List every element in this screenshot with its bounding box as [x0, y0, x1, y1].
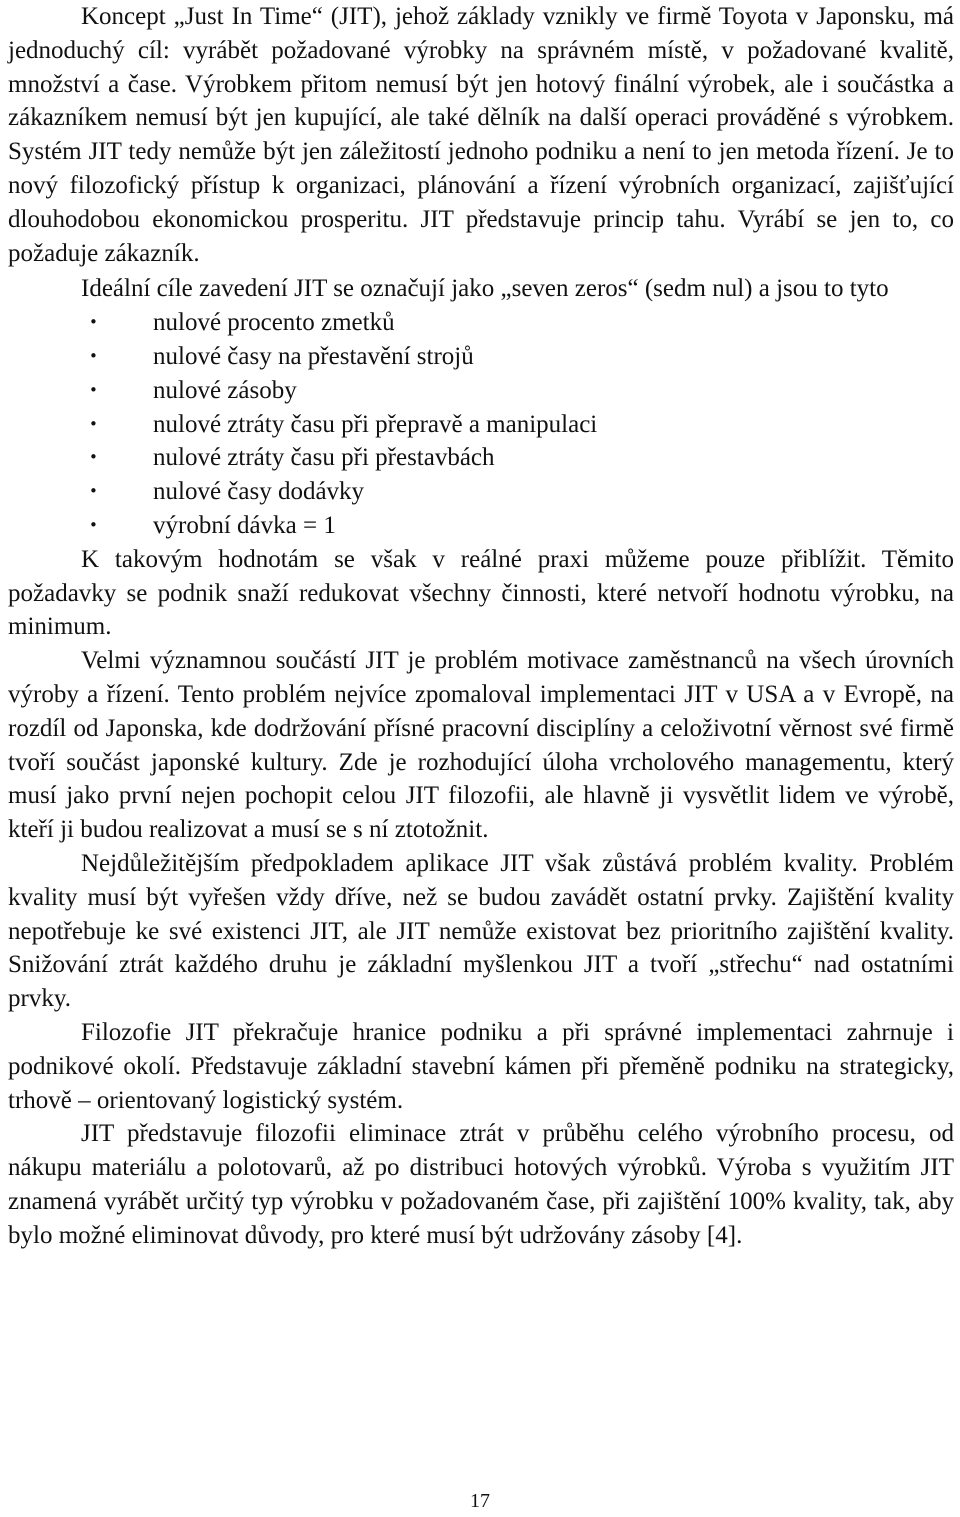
paragraph-philosophy: Filozofie JIT překračuje hranice podniku a při správné implementaci zahrnuje i podnikové okolí. Představuje základní stavební kámen při přeměně podniku na strategicky, trhově – orientovaný logistický systém. [8, 1018, 954, 1114]
list-item: • výrobní dávka = 1 [8, 509, 954, 543]
list-item: • nulové procento zmetků [8, 306, 954, 340]
bullet-icon: • [89, 482, 98, 501]
paragraph-approximation: K takovým hodnotám se však v reálné praxi můžeme pouze přiblížit. Těmito požadavky se podnik snaží redukovat všechny činnosti, které netvoří hodnotu výrobku, na minimum. [8, 545, 954, 641]
paragraph-quality: Nejdůležitějším předpokladem aplikace JIT však zůstává problém kvality. Problém kvality musí být vyřešen vždy dříve, než se budou zavádět ostatní prvky. Zajištění kvality nepotřebuje ke své existenci JIT, ale JIT nemůže existovat bez prioritního zajištění kvality. Snižování ztrát každého druhu je základní myšlenkou JIT a tvoří „střechu“ nad ostatními prvky. [8, 849, 954, 1013]
bullet-icon: • [89, 346, 98, 365]
seven-zeros-list [8, 306, 954, 543]
bullet-icon: • [89, 515, 98, 534]
list-item: • nulové časy dodávky [8, 475, 954, 509]
list-item: • nulové ztráty času při přepravě a manipulaci [8, 408, 954, 442]
paragraph-waste-elimination: JIT představuje filozofii eliminace ztrát v průběhu celého výrobního procesu, od nákupu materiálu a polotovarů, až po distribuci hotových výrobků. Výroba s využitím JIT znamená vyrábět určitý typ výrobku v požadovaném čase, při zajištění 100% kvality, tak, aby bylo možné eliminovat důvody, pro které musí být udržovány zásoby [4]. [8, 1120, 954, 1249]
paragraph-jit-intro: Koncept „Just In Time“ (JIT), jehož základy vznikly ve firmě Toyota v Japonsku, má jednoduchý cíl: vyrábět požadované výrobky na správném místě, v požadované kvalitě, množství a čase. Výrobkem přitom nemusí být jen hotový finální výrobek, ale i součástka a zákazníkem nemusí být jen kupující, ale také dělník na další operaci prováděné s výrobkem. Systém JIT tedy nemůže být jen záležitostí jednoho podniku a není to jen metoda řízení. Je to nový filozofický přístup k organizaci, plánování a řízení výrobních organizací, zajišťující dlouhodobou ekonomickou prosperitu. JIT představuje princip tahu. Vyrábí se jen to, co požaduje zákazník. [8, 3, 954, 267]
list-item: • nulové časy na přestavění strojů [8, 340, 954, 374]
document-page [8, 0, 954, 1252]
page-number: 17 [470, 1490, 490, 1512]
bullet-icon: • [89, 414, 98, 433]
paragraph-motivation: Velmi významnou součástí JIT je problém motivace zaměstnanců na všech úrovních výroby a řízení. Tento problém nejvíce zpomaloval implementaci JIT v USA a v Evropě, na rozdíl od Japonska, kde dodržování přísné pracovní disciplíny a celoživotní věrnost své firmě tvoří součást japonské kultury. Zde je rozhodující úloha vrcholového managementu, který musí jako první nejen pochopit celou JIT filozofii, ale hlavně ji vysvětlit lidem ve výrobě, kteří ji budou realizovat a musí se s ní ztotožnit. [8, 647, 954, 844]
list-item: • nulové ztráty času při přestavbách [8, 441, 954, 475]
bullet-icon: • [89, 313, 98, 332]
bullet-icon: • [89, 380, 98, 399]
bullet-icon: • [89, 448, 98, 467]
paragraph-seven-zeros-intro: Ideální cíle zavedení JIT se označují jako „seven zeros“ (sedm nul) a jsou to tyto [81, 275, 889, 303]
list-item: • nulové zásoby [8, 374, 954, 408]
